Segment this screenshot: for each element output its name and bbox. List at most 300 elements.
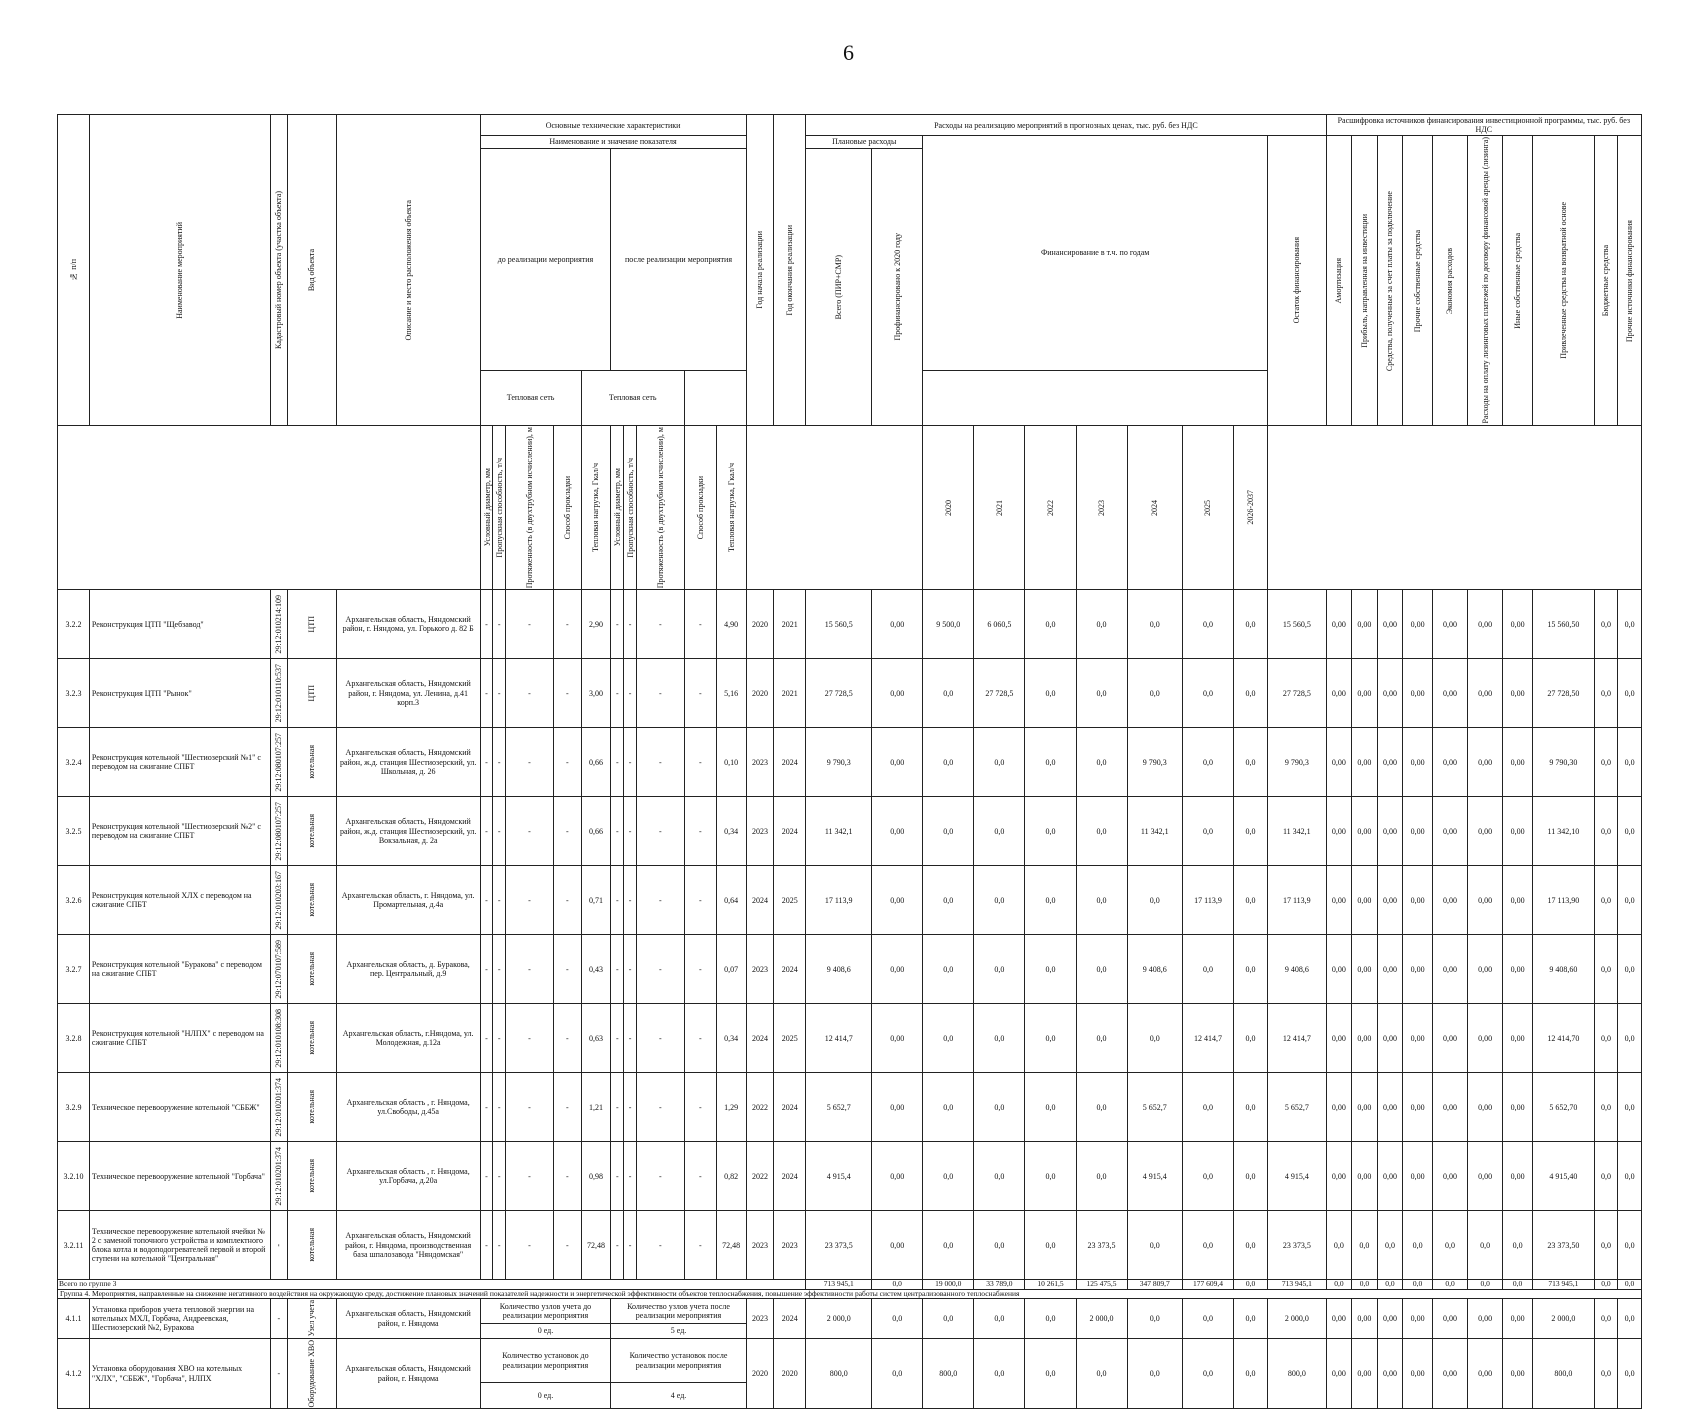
cell-kind-text: котельная bbox=[307, 1228, 317, 1262]
cell-sv: 0,00 bbox=[1433, 1004, 1468, 1073]
cell-ot: 0,0 bbox=[1618, 659, 1642, 728]
cell-loc: Архангельская область , г. Няндома, ул.Свободы, д.45а bbox=[336, 1073, 480, 1142]
cell-ys: 2023 bbox=[746, 935, 774, 1004]
cell-am: 0,00 bbox=[1326, 1299, 1352, 1338]
cell-f2023: 0,0 bbox=[1076, 935, 1127, 1004]
col-other-own: Иные собственные средства bbox=[1513, 232, 1523, 329]
cell-q1: 0,66 bbox=[581, 728, 611, 797]
cell-ys: 2020 bbox=[746, 659, 774, 728]
cell-f2023: 0,0 bbox=[1076, 1142, 1127, 1211]
cell-c1: - bbox=[493, 728, 506, 797]
cell-f2021: 0,0 bbox=[974, 866, 1025, 935]
cell-cad-text: - bbox=[274, 1243, 284, 1247]
cell-f2023: 0,0 bbox=[1076, 1004, 1127, 1073]
cell-pre: 0,00 bbox=[872, 797, 923, 866]
cell-pr: 0,00 bbox=[1352, 1073, 1378, 1142]
cell-num: 4.1.1 bbox=[58, 1299, 90, 1338]
cell-ys: 2022 bbox=[746, 1073, 774, 1142]
table-row bbox=[58, 1004, 1642, 1073]
header-before: до реализации мероприятия bbox=[480, 148, 611, 370]
cell-num: 3.2.6 bbox=[58, 866, 90, 935]
cell-f2025: 0,0 bbox=[1182, 1211, 1233, 1280]
before-indicator-label: Количество установок до реализации мероприятия bbox=[480, 1338, 611, 1383]
cell-d1: - bbox=[480, 1211, 493, 1280]
cell-kind bbox=[287, 1004, 336, 1073]
col-capacity-before: Пропускная способность, т/ч bbox=[495, 457, 505, 558]
cell-tot: 800,0 bbox=[806, 1338, 872, 1409]
cell-rem: 800,0 bbox=[1268, 1338, 1327, 1409]
cell-f2022: 0,0 bbox=[1025, 659, 1076, 728]
cell-ys: 2022 bbox=[746, 1142, 774, 1211]
cell-f2024: 0,0 bbox=[1127, 1211, 1182, 1280]
cell-s2: - bbox=[684, 1211, 716, 1280]
cell-ys: 2023 bbox=[746, 1211, 774, 1280]
cell-cad-text: 29:12:010201:374 bbox=[274, 1146, 284, 1206]
cell-d2: - bbox=[611, 1142, 624, 1211]
cell-ow: 0,00 bbox=[1403, 797, 1433, 866]
cell-cn: 0,00 bbox=[1377, 1142, 1403, 1211]
cell-name: Техническое перевооружение котельной "Горбача" bbox=[89, 1142, 270, 1211]
cell-rem: 9 408,6 bbox=[1268, 935, 1327, 1004]
col-cadastral: Кадастровый номер объекта (участка объекта) bbox=[274, 190, 284, 349]
cell-c2: - bbox=[624, 1142, 637, 1211]
cell-d2: - bbox=[611, 1073, 624, 1142]
cell-pre: 0,00 bbox=[872, 935, 923, 1004]
group-total-am: 0,0 bbox=[1326, 1280, 1352, 1290]
col-2021: 2021 bbox=[994, 499, 1004, 516]
cell-am: 0,0 bbox=[1326, 1211, 1352, 1280]
cell-cad-text: 29:12:080107:257 bbox=[274, 732, 284, 792]
cell-c1: - bbox=[493, 1142, 506, 1211]
col-2025: 2025 bbox=[1203, 499, 1213, 516]
cell-rem: 12 414,7 bbox=[1268, 1004, 1327, 1073]
cell-c1: - bbox=[493, 1073, 506, 1142]
col-load-before: Тепловая нагрузка, Гкал/ч bbox=[591, 463, 601, 553]
group-total-f2025: 177 609,4 bbox=[1182, 1280, 1233, 1290]
before-indicator-label: Количество узлов учета до реализации мероприятия bbox=[480, 1299, 611, 1324]
cell-rem: 4 915,4 bbox=[1268, 1142, 1327, 1211]
cell-q2: 1,29 bbox=[716, 1073, 746, 1142]
cell-ot: 0,0 bbox=[1618, 1073, 1642, 1142]
col-borrowed: Привлеченные средства на возвратной основе bbox=[1558, 202, 1568, 359]
cell-ye: 2024 bbox=[774, 1299, 806, 1338]
cell-am: 0,00 bbox=[1326, 1004, 1352, 1073]
cell-l1: - bbox=[506, 1142, 554, 1211]
cell-ow: 0,00 bbox=[1403, 1142, 1433, 1211]
cell-f2024: 5 652,7 bbox=[1127, 1073, 1182, 1142]
col-2024: 2024 bbox=[1150, 499, 1160, 516]
cell-num: 3.2.2 bbox=[58, 590, 90, 659]
cell-name: Реконструкция ЦТП "Рынок" bbox=[89, 659, 270, 728]
cell-oo: 0,00 bbox=[1503, 1004, 1533, 1073]
cell-ye: 2024 bbox=[774, 728, 806, 797]
col-profit: Прибыль, направленная на инвестиции bbox=[1359, 213, 1369, 348]
cell-oo: 0,00 bbox=[1503, 1338, 1533, 1409]
cell-ye: 2023 bbox=[774, 1211, 806, 1280]
cell-q2: 0,10 bbox=[716, 728, 746, 797]
cell-f2025: 0,0 bbox=[1182, 1142, 1233, 1211]
cell-d2: - bbox=[611, 590, 624, 659]
cell-cn: 0,00 bbox=[1377, 590, 1403, 659]
cell-f2023: 0,0 bbox=[1076, 866, 1127, 935]
cell-ow: 0,00 bbox=[1403, 1004, 1433, 1073]
cell-cad bbox=[270, 797, 287, 866]
cell-f2021: 0,0 bbox=[974, 1073, 1025, 1142]
cell-f2026: 0,0 bbox=[1234, 590, 1268, 659]
col-diameter-after: Условный диаметр, мм bbox=[613, 468, 623, 547]
cell-f2022: 0,0 bbox=[1025, 1211, 1076, 1280]
cell-cn: 0,00 bbox=[1377, 797, 1403, 866]
cell-d1: - bbox=[480, 866, 493, 935]
cell-pre: 0,0 bbox=[872, 1299, 923, 1338]
cell-q1: 2,90 bbox=[581, 590, 611, 659]
cell-d1: - bbox=[480, 728, 493, 797]
cell-q2: 5,16 bbox=[716, 659, 746, 728]
cell-tot: 11 342,1 bbox=[806, 797, 872, 866]
cell-d2: - bbox=[611, 1004, 624, 1073]
cell-tot: 12 414,7 bbox=[806, 1004, 872, 1073]
cell-f2024: 4 915,4 bbox=[1127, 1142, 1182, 1211]
cell-kind-text: котельная bbox=[307, 1159, 317, 1193]
cell-kind-text: котельная bbox=[307, 1090, 317, 1124]
group-total-pre: 0,0 bbox=[872, 1280, 923, 1290]
header-costs-main: Расходы на реализацию мероприятий в прогнозных ценах, тыс. руб. без НДС bbox=[806, 115, 1326, 136]
cell-f2023: 23 373,5 bbox=[1076, 1211, 1127, 1280]
cell-sv: 0,00 bbox=[1433, 935, 1468, 1004]
cell-ye: 2025 bbox=[774, 866, 806, 935]
cell-d1: - bbox=[480, 1142, 493, 1211]
cell-oo: 0,00 bbox=[1503, 590, 1533, 659]
group-total-f2023: 125 475,5 bbox=[1076, 1280, 1127, 1290]
cell-f2026: 0,0 bbox=[1234, 935, 1268, 1004]
cell-f2025: 0,0 bbox=[1182, 1073, 1233, 1142]
cell-cn: 0,00 bbox=[1377, 1004, 1403, 1073]
col-load-after: Тепловая нагрузка, Гкал/ч bbox=[726, 463, 736, 553]
cell-loc: Архангельская область, д. Буракова, пер. Центральный, д.9 bbox=[336, 935, 480, 1004]
group4-title-row bbox=[58, 1289, 1642, 1299]
cell-f2022: 0,0 bbox=[1025, 1004, 1076, 1073]
header-net-after: Тепловая сеть bbox=[581, 370, 684, 425]
cell-f2024: 9 790,3 bbox=[1127, 728, 1182, 797]
cell-oo: 0,00 bbox=[1503, 1299, 1533, 1338]
cell-tot: 17 113,9 bbox=[806, 866, 872, 935]
cell-f2023: 0,0 bbox=[1076, 1073, 1127, 1142]
group-total-f2024: 347 809,7 bbox=[1127, 1280, 1182, 1290]
cell-ls: 0,00 bbox=[1468, 866, 1503, 935]
cell-am: 0,00 bbox=[1326, 659, 1352, 728]
cell-oo: 0,00 bbox=[1503, 797, 1533, 866]
cell-kind bbox=[287, 1338, 336, 1409]
cell-ls: 0,00 bbox=[1468, 1073, 1503, 1142]
cell-br: 11 342,10 bbox=[1533, 797, 1595, 866]
group4-title: Группа 4. Мероприятия, направленные на снижение негативного воздействия на окружающую среду, достижение плановых значений показателей надежности и энергетической эффективности объектов теплоснабжения, повышение эффективности работы систем централизованного теплоснабжения bbox=[58, 1289, 1642, 1299]
cell-q2: 0,34 bbox=[716, 797, 746, 866]
cell-f2023: 2 000,0 bbox=[1076, 1299, 1127, 1338]
col-savings: Экономия расходов bbox=[1445, 247, 1455, 314]
cell-c1: - bbox=[493, 1004, 506, 1073]
cell-f2020: 0,0 bbox=[923, 1299, 974, 1338]
group-total-tot: 713 945,1 bbox=[806, 1280, 872, 1290]
group-total-f2021: 33 789,0 bbox=[974, 1280, 1025, 1290]
cell-ot: 0,0 bbox=[1618, 1211, 1642, 1280]
cell-l1: - bbox=[506, 728, 554, 797]
cell-loc: Архангельская область, г.Няндома, ул. Молодежная, д.12а bbox=[336, 1004, 480, 1073]
group-total-cn: 0,0 bbox=[1377, 1280, 1403, 1290]
cell-rem: 9 790,3 bbox=[1268, 728, 1327, 797]
cell-bg: 0,0 bbox=[1594, 935, 1617, 1004]
cell-oo: 0,00 bbox=[1503, 935, 1533, 1004]
cell-f2026: 0,0 bbox=[1234, 797, 1268, 866]
cell-loc: Архангельская область, Няндомский район, г. Няндома, производственная база шпалозавода "Няндомская" bbox=[336, 1211, 480, 1280]
cell-cad-text: 29:12:070107:589 bbox=[274, 939, 284, 999]
cell-loc: Архангельская область, Няндомский район, ж.д. станция Шестиозерский, ул. Школьная, д. 26 bbox=[336, 728, 480, 797]
cell-ys: 2024 bbox=[746, 1004, 774, 1073]
cell-d1: - bbox=[480, 590, 493, 659]
col-location: Описание и место расположения объекта bbox=[403, 199, 413, 341]
cell-q2: 0,82 bbox=[716, 1142, 746, 1211]
cell-ot: 0,0 bbox=[1618, 590, 1642, 659]
col-remaining: Остаток финансирования bbox=[1292, 237, 1302, 324]
cell-l2: - bbox=[636, 797, 684, 866]
cell-d2: - bbox=[611, 1211, 624, 1280]
col-amortization: Амортизация bbox=[1334, 257, 1344, 304]
cell-q2: 0,07 bbox=[716, 935, 746, 1004]
cell-f2022: 0,0 bbox=[1025, 797, 1076, 866]
cell-name: Установка приборов учета тепловой энергии на котельных МХЛ, Горбача, Андреевская, Шестиозерский №2, Буракова bbox=[89, 1299, 270, 1338]
cell-br: 12 414,70 bbox=[1533, 1004, 1595, 1073]
col-kind: Вид объекта bbox=[307, 248, 317, 292]
cell-l1: - bbox=[506, 1004, 554, 1073]
cell-name: Техническое перевооружение котельной "СББЖ" bbox=[89, 1073, 270, 1142]
cell-f2020: 0,0 bbox=[923, 866, 974, 935]
cell-l2: - bbox=[636, 1211, 684, 1280]
cell-c2: - bbox=[624, 1004, 637, 1073]
cell-c2: - bbox=[624, 1211, 637, 1280]
cell-f2022: 0,0 bbox=[1025, 590, 1076, 659]
cell-f2022: 0,0 bbox=[1025, 1073, 1076, 1142]
cell-br: 2 000,0 bbox=[1533, 1299, 1595, 1338]
cell-l1: - bbox=[506, 797, 554, 866]
cell-br: 9 408,60 bbox=[1533, 935, 1595, 1004]
cell-pre: 0,0 bbox=[872, 1338, 923, 1409]
group-total-pr: 0,0 bbox=[1352, 1280, 1378, 1290]
col-diameter-before: Условный диаметр, мм bbox=[482, 468, 492, 547]
group-total-row bbox=[58, 1280, 1642, 1290]
cell-kind-text: котельная bbox=[307, 883, 317, 917]
group-total-oo: 0,0 bbox=[1503, 1280, 1533, 1290]
cell-kind-text: Узел учета bbox=[307, 1300, 317, 1337]
cell-ls: 0,00 bbox=[1468, 659, 1503, 728]
cell-ys: 2024 bbox=[746, 866, 774, 935]
cell-c1: - bbox=[493, 797, 506, 866]
cell-l2: - bbox=[636, 1073, 684, 1142]
cell-pr: 0,00 bbox=[1352, 728, 1378, 797]
cell-tot: 23 373,5 bbox=[806, 1211, 872, 1280]
cell-f2025: 12 414,7 bbox=[1182, 1004, 1233, 1073]
cell-sv: 0,00 bbox=[1433, 1142, 1468, 1211]
cell-pre: 0,00 bbox=[872, 728, 923, 797]
cell-tot: 9 790,3 bbox=[806, 728, 872, 797]
cell-pre: 0,00 bbox=[872, 1073, 923, 1142]
cell-sv: 0,0 bbox=[1433, 1211, 1468, 1280]
cell-s2: - bbox=[684, 1004, 716, 1073]
cell-pr: 0,00 bbox=[1352, 1142, 1378, 1211]
table-row bbox=[58, 1211, 1642, 1280]
cell-am: 0,00 bbox=[1326, 797, 1352, 866]
cell-d2: - bbox=[611, 728, 624, 797]
cell-d1: - bbox=[480, 659, 493, 728]
cell-s2: - bbox=[684, 590, 716, 659]
table-row bbox=[58, 1073, 1642, 1142]
cell-ye: 2024 bbox=[774, 935, 806, 1004]
cell-pre: 0,00 bbox=[872, 1142, 923, 1211]
cell-num: 3.2.8 bbox=[58, 1004, 90, 1073]
cell-tot: 4 915,4 bbox=[806, 1142, 872, 1211]
cell-bg: 0,0 bbox=[1594, 1142, 1617, 1211]
cell-rem: 23 373,5 bbox=[1268, 1211, 1327, 1280]
cell-br: 27 728,50 bbox=[1533, 659, 1595, 728]
cell-cn: 0,00 bbox=[1377, 1299, 1403, 1338]
cell-tot: 15 560,5 bbox=[806, 590, 872, 659]
cell-l1: - bbox=[506, 590, 554, 659]
cell-name: Реконструкция котельной "НЛПХ" с переводом на сжигание СПБТ bbox=[89, 1004, 270, 1073]
cell-name: Реконструкция котельной "Буракова" с переводом на сжигание СПБТ bbox=[89, 935, 270, 1004]
cell-f2024: 0,0 bbox=[1127, 659, 1182, 728]
cell-name: Реконструкция котельной ХЛХ с переводом на сжигание СПБТ bbox=[89, 866, 270, 935]
cell-ye: 2025 bbox=[774, 1004, 806, 1073]
cell-kind bbox=[287, 1211, 336, 1280]
cell-num: 3.2.9 bbox=[58, 1073, 90, 1142]
cell-bg: 0,0 bbox=[1594, 1299, 1617, 1338]
cell-pr: 0,00 bbox=[1352, 1338, 1378, 1409]
cell-name: Техническое перевооружение котельной ячейки № 2 с заменой топочного устройства и комплектного блока котла и водоподогревателей первой и второй ступени на котельной "Центральная" bbox=[89, 1211, 270, 1280]
cell-oo: 0,00 bbox=[1503, 866, 1533, 935]
cell-f2022: 0,0 bbox=[1025, 728, 1076, 797]
cell-f2022: 0,0 bbox=[1025, 935, 1076, 1004]
cell-am: 0,00 bbox=[1326, 590, 1352, 659]
cell-q1: 0,63 bbox=[581, 1004, 611, 1073]
col-name: Наименование мероприятий bbox=[175, 221, 185, 319]
cell-bg: 0,0 bbox=[1594, 728, 1617, 797]
cell-q1: 0,43 bbox=[581, 935, 611, 1004]
cell-cn: 0,00 bbox=[1377, 659, 1403, 728]
cell-cad-text: 29:12:010110:537 bbox=[274, 663, 284, 723]
table-header bbox=[58, 115, 1642, 590]
cell-bg: 0,0 bbox=[1594, 590, 1617, 659]
cell-c2: - bbox=[624, 590, 637, 659]
cell-kind bbox=[287, 1142, 336, 1211]
cell-ys: 2023 bbox=[746, 728, 774, 797]
cell-tot: 9 408,6 bbox=[806, 935, 872, 1004]
cell-l1: - bbox=[506, 935, 554, 1004]
cell-loc: Архангельская область, Няндомский район, ж.д. станция Шестиозерский, ул. Вокзальная, д. 2а bbox=[336, 797, 480, 866]
col-2023: 2023 bbox=[1096, 499, 1106, 516]
cell-cad bbox=[270, 1211, 287, 1280]
cell-name: Установка оборудования ХВО на котельных "ХЛХ", "СББЖ", "Горбача", НЛПХ bbox=[89, 1338, 270, 1409]
cell-pr: 0,00 bbox=[1352, 1299, 1378, 1338]
cell-s2: - bbox=[684, 659, 716, 728]
cell-f2023: 0,0 bbox=[1076, 728, 1127, 797]
cell-ls: 0,00 bbox=[1468, 590, 1503, 659]
cell-br: 4 915,40 bbox=[1533, 1142, 1595, 1211]
cell-kind-text: ЦТП bbox=[307, 615, 317, 633]
group-total-bg: 0,0 bbox=[1594, 1280, 1617, 1290]
cell-num: 3.2.7 bbox=[58, 935, 90, 1004]
cell-f2020: 0,0 bbox=[923, 728, 974, 797]
cell-f2023: 0,0 bbox=[1076, 1338, 1127, 1409]
group-total-f2022: 10 261,5 bbox=[1025, 1280, 1076, 1290]
cell-cad bbox=[270, 866, 287, 935]
cell-f2023: 0,0 bbox=[1076, 797, 1127, 866]
group-total-f2026: 0,0 bbox=[1234, 1280, 1268, 1290]
cell-f2025: 0,0 bbox=[1182, 728, 1233, 797]
cell-cad bbox=[270, 1073, 287, 1142]
cell-s1: - bbox=[553, 659, 581, 728]
col-2020: 2020 bbox=[943, 499, 953, 516]
cell-ls: 0,00 bbox=[1468, 1142, 1503, 1211]
cell-s2: - bbox=[684, 797, 716, 866]
cell-f2025: 0,0 bbox=[1182, 1299, 1233, 1338]
cell-kind bbox=[287, 866, 336, 935]
cell-bg: 0,0 bbox=[1594, 1211, 1617, 1280]
cell-kind bbox=[287, 1299, 336, 1338]
cell-ow: 0,00 bbox=[1403, 1299, 1433, 1338]
cell-kind-text: котельная bbox=[307, 952, 317, 986]
cell-f2022: 0,0 bbox=[1025, 1299, 1076, 1338]
cell-q1: 1,21 bbox=[581, 1073, 611, 1142]
cell-br: 800,0 bbox=[1533, 1338, 1595, 1409]
cell-f2025: 17 113,9 bbox=[1182, 866, 1233, 935]
cell-ot: 0,0 bbox=[1618, 1142, 1642, 1211]
cell-f2020: 0,0 bbox=[923, 1142, 974, 1211]
cell-cad bbox=[270, 590, 287, 659]
cell-tot: 2 000,0 bbox=[806, 1299, 872, 1338]
cell-oo: 0,00 bbox=[1503, 1142, 1533, 1211]
cell-c2: - bbox=[624, 659, 637, 728]
cell-bg: 0,0 bbox=[1594, 1073, 1617, 1142]
col-capacity-after: Пропускная способность, т/ч bbox=[626, 457, 636, 558]
cell-f2025: 0,0 bbox=[1182, 797, 1233, 866]
cell-c1: - bbox=[493, 590, 506, 659]
col-lease: Расходы на оплату лизинговых платежей по договору финансовой аренды (лизинга) bbox=[1480, 137, 1490, 424]
cell-name: Реконструкция котельной "Шестиозерский №1" с переводом на сжигание СПБТ bbox=[89, 728, 270, 797]
cell-pre: 0,00 bbox=[872, 1004, 923, 1073]
group-total-ot: 0,0 bbox=[1618, 1280, 1642, 1290]
cell-br: 23 373,50 bbox=[1533, 1211, 1595, 1280]
cell-kind-text: котельная bbox=[307, 745, 317, 779]
cell-d1: - bbox=[480, 1004, 493, 1073]
cell-f2025: 0,0 bbox=[1182, 590, 1233, 659]
after-indicator-value: 5 ед. bbox=[611, 1324, 746, 1339]
cell-pr: 0,00 bbox=[1352, 935, 1378, 1004]
cell-f2020: 0,0 bbox=[923, 1073, 974, 1142]
cell-bg: 0,0 bbox=[1594, 866, 1617, 935]
header-financing-years: Финансирование в т.ч. по годам bbox=[923, 136, 1268, 370]
cell-ye: 2021 bbox=[774, 590, 806, 659]
cell-s1: - bbox=[553, 797, 581, 866]
cell-q1: 0,66 bbox=[581, 797, 611, 866]
cell-l1: - bbox=[506, 1211, 554, 1280]
cell-ow: 0,00 bbox=[1403, 728, 1433, 797]
cell-f2022: 0,0 bbox=[1025, 866, 1076, 935]
cell-f2026: 0,0 bbox=[1234, 728, 1268, 797]
cell-rem: 15 560,5 bbox=[1268, 590, 1327, 659]
before-indicator-value: 0 ед. bbox=[480, 1383, 611, 1409]
cell-am: 0,00 bbox=[1326, 728, 1352, 797]
cell-l2: - bbox=[636, 935, 684, 1004]
cell-ys: 2023 bbox=[746, 797, 774, 866]
cell-s1: - bbox=[553, 935, 581, 1004]
